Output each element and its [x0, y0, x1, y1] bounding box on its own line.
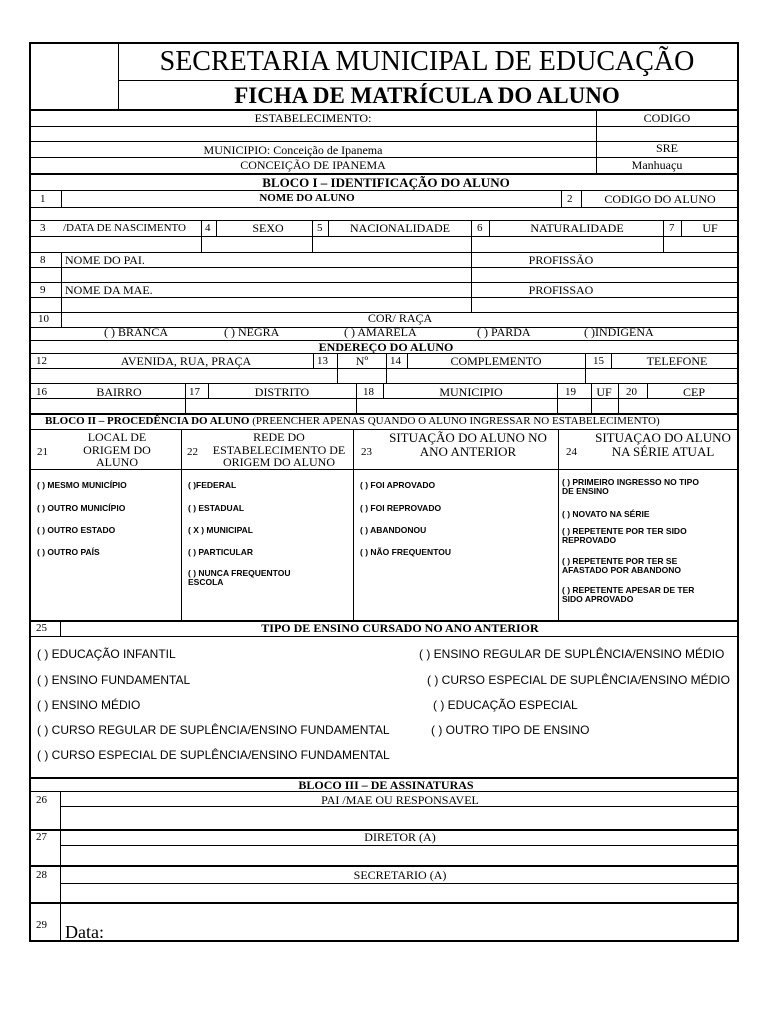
rule: [328, 220, 329, 236]
birth-date-label: /DATA DE NASCIMENTO: [63, 222, 186, 234]
rule: [31, 297, 737, 298]
field-number: 17: [189, 386, 200, 398]
rule: [561, 191, 562, 207]
course-option-regular-supplementary-elementary[interactable]: ( ) CURSO REGULAR DE SUPLÊNCIA/ENSINO FUNDAMENTAL: [37, 723, 390, 737]
bloco2-title-line: [45, 416, 660, 427]
origin-option-other-city[interactable]: ( ) OUTRO MUNICÍPIO: [37, 503, 126, 513]
district-label: BAIRRO: [96, 385, 142, 399]
field-number: 27: [36, 831, 47, 843]
field-number: 16: [36, 386, 47, 398]
race-option-yellow[interactable]: ( ) AMARELA: [344, 325, 417, 339]
field-number: 8: [40, 254, 46, 266]
complement-label: COMPLEMENTO: [450, 354, 542, 368]
field-number: 14: [390, 355, 401, 367]
rule: [31, 383, 737, 384]
rule: [31, 207, 737, 208]
rule: [383, 383, 384, 398]
course-option-other[interactable]: ( ) OUTRO TIPO DE ENSINO: [431, 723, 590, 737]
rule: [31, 109, 737, 111]
area-label: DISTRITO: [254, 385, 310, 399]
rule: [181, 429, 182, 620]
field-number: 19: [565, 386, 576, 398]
course-option-high-school[interactable]: ( ) ENSINO MÉDIO: [37, 698, 141, 712]
field-number: 21: [37, 446, 48, 458]
student-code-label: CODIGO DO ALUNO: [604, 192, 716, 206]
network-option-state[interactable]: ( ) ESTADUAL: [188, 503, 245, 513]
field-number: 9: [40, 284, 46, 296]
rule: [31, 141, 737, 142]
rule: [60, 845, 737, 846]
rule: [118, 80, 737, 81]
bloco3-title: BLOCO III – DE ASSINATURAS: [298, 778, 474, 792]
origin-option-same-city[interactable]: ( ) MESMO MUNICÍPIO: [37, 480, 127, 490]
establishment-label: ESTABELECIMENTO:: [254, 111, 372, 125]
field-number: 5: [317, 222, 323, 234]
rule: [489, 220, 490, 236]
rule: [31, 469, 737, 470]
race-option-brown[interactable]: ( ) PARDA: [477, 325, 531, 339]
student-name-label: NOME DO ALUNO: [259, 192, 355, 204]
rule: [353, 429, 354, 620]
nationality-label: NACIONALIDADE: [350, 221, 450, 235]
rule: [60, 621, 61, 636]
network-column-header: REDE DO ESTABELECIMENTO DE ORIGEM DO ALUNO: [212, 430, 346, 470]
field-number: 3: [40, 222, 46, 234]
rule: [31, 236, 737, 237]
rule: [31, 267, 737, 268]
father-profession-label: PROFISSÃO: [528, 253, 594, 267]
naturality-label: NATURALIDADE: [530, 221, 624, 235]
rule: [216, 220, 217, 236]
field-number: 12: [36, 355, 47, 367]
origin-column-header: LOCAL DE ORIGEM DO ALUNO: [83, 430, 151, 470]
mother-profession-label: PROFISSAO: [528, 283, 594, 297]
field-number: 25: [36, 622, 47, 634]
rule: [61, 312, 62, 327]
field-number: 29: [36, 919, 47, 931]
field-number: 10: [38, 313, 49, 325]
number-label: Nº: [355, 354, 369, 368]
course-option-early-childhood[interactable]: ( ) EDUCAÇÃO INFANTIL: [37, 647, 176, 661]
form-title: FICHA DE MATRÍCULA DO ALUNO: [234, 83, 620, 108]
city-field: CONCEIÇÃO DE IPANEMA: [240, 158, 386, 172]
field-number: 2: [567, 193, 573, 205]
network-option-federal[interactable]: ( )FEDERAL: [188, 480, 237, 490]
sex-label: SEXO: [252, 221, 284, 235]
current-option-repeat-abandon[interactable]: ( ) REPETENTE POR TER SE AFASTADO POR ABANDONO: [562, 556, 681, 575]
field-number: 23: [361, 446, 372, 458]
rule: [611, 353, 612, 368]
field-number: 7: [669, 222, 675, 234]
current-option-first-entry[interactable]: ( ) PRIMEIRO INGRESSO NO TIPO DE ENSINO: [562, 477, 699, 496]
current-option-repeat-approved[interactable]: ( ) REPETENTE APESAR DE TER SIDO APROVADO: [562, 585, 695, 604]
street-label: AVENIDA, RUA, PRAÇA: [120, 354, 252, 368]
rule: [31, 636, 737, 637]
rule: [208, 383, 209, 398]
race-label: COR/ RAÇA: [367, 311, 433, 325]
rule: [31, 865, 737, 867]
network-option-municipal[interactable]: ( X ) MUNICIPAL: [188, 525, 254, 535]
rule: [60, 806, 737, 807]
field-number: 18: [363, 386, 374, 398]
previous-option-failed[interactable]: ( ) FOI REPROVADO: [360, 503, 442, 513]
uf2-label: UF: [596, 385, 612, 399]
uf-label: UF: [702, 221, 718, 235]
network-option-never-attended[interactable]: ( ) NUNCA FREQUENTOU ESCOLA: [188, 568, 291, 587]
current-option-repeat-failed[interactable]: ( ) REPETENTE POR TER SIDO REPROVADO: [562, 526, 687, 545]
previous-option-not-attended[interactable]: ( ) NÃO FREQUENTOU: [360, 547, 451, 557]
page-title: SECRETARIA MUNICIPAL DE EDUCAÇÃO: [159, 46, 695, 77]
field-number: 20: [626, 386, 637, 398]
rule: [60, 883, 737, 884]
rule: [647, 383, 648, 398]
rule: [31, 368, 737, 369]
rule: [681, 220, 682, 236]
rule: [407, 353, 408, 368]
cep-label: CEP: [682, 385, 706, 399]
previous-option-approved[interactable]: ( ) FOI APROVADO: [360, 480, 436, 490]
school-code-label: CODIGO: [643, 111, 691, 125]
field-number: 13: [317, 355, 328, 367]
logo-box-divider: [118, 44, 119, 110]
date-label: Data:: [65, 922, 104, 942]
origin-option-other-state[interactable]: ( ) OUTRO ESTADO: [37, 525, 116, 535]
municipality-field: MUNICIPIO: Conceição de Ipanema: [203, 143, 383, 157]
previous-option-dropped[interactable]: ( ) ABANDONOU: [360, 525, 427, 535]
current-option-newcomer[interactable]: ( ) NOVATO NA SÉRIE: [562, 509, 650, 519]
guardian-signature-label: PAI /MAE OU RESPONSAVEL: [321, 793, 479, 807]
field-number: 6: [477, 222, 483, 234]
sre-value: Manhuaçu: [631, 158, 683, 172]
course-option-special-supplementary-elementary[interactable]: ( ) CURSO ESPECIAL DE SUPLÊNCIA/ENSINO FUNDAMENTAL: [37, 748, 390, 762]
rule: [61, 191, 62, 207]
enrollment-form: [29, 42, 739, 942]
course-option-special-supplementary-high[interactable]: ( ) CURSO ESPECIAL DE SUPLÊNCIA/ENSINO MÉDIO: [427, 673, 730, 687]
bloco2-title: BLOCO II – PROCEDÊNCIA DO ALUNO: [45, 415, 250, 427]
origin-option-other-country[interactable]: ( ) OUTRO PAÍS: [37, 547, 100, 557]
city-label: MUNICIPIO: [439, 385, 503, 399]
course-option-elementary[interactable]: ( ) ENSINO FUNDAMENTAL: [37, 673, 191, 687]
race-option-indigenous[interactable]: ( )INDIGENA: [584, 325, 654, 339]
director-signature-label: DIRETOR (A): [364, 830, 436, 844]
field-number: 28: [36, 869, 47, 881]
rule: [31, 190, 737, 191]
race-option-black[interactable]: ( ) NEGRA: [224, 325, 280, 339]
rule: [31, 791, 737, 792]
field-number: 4: [205, 222, 211, 234]
mother-name-label: NOME DA MAE.: [65, 283, 153, 297]
rule: [31, 126, 737, 127]
sre-label: SRE: [655, 141, 679, 155]
field-number: 1: [40, 193, 46, 205]
field-number: 24: [566, 446, 577, 458]
father-name-label: NOME DO PAI.: [65, 253, 145, 267]
field-number: 26: [36, 794, 47, 806]
field-number: 15: [593, 355, 604, 367]
course-type-title: TIPO DE ENSINO CURSADO NO ANO ANTERIOR: [261, 621, 539, 635]
rule: [313, 353, 314, 368]
race-option-white[interactable]: ( ) BRANCA: [104, 325, 169, 339]
previous-year-column-header: SITUAÇÃO DO ALUNO NO ANO ANTERIOR: [389, 430, 547, 459]
rule: [581, 191, 582, 207]
field-number: 22: [187, 446, 198, 458]
rule: [31, 398, 737, 399]
address-title: ENDEREÇO DO ALUNO: [318, 340, 454, 354]
phone-label: TELEFONE: [646, 354, 708, 368]
bloco2-note: (PREENCHER APENAS QUANDO O ALUNO INGRESSAR NO ESTABELECIMENTO): [252, 415, 660, 427]
secretary-signature-label: SECRETARIO (A): [353, 868, 447, 882]
rule: [31, 902, 737, 904]
bloco1-title: BLOCO I – IDENTIFICAÇÃO DO ALUNO: [262, 175, 510, 190]
current-grade-column-header: SITUAÇAO DO ALUNO NA SÉRIE ATUAL: [595, 430, 731, 459]
course-option-regular-supplementary-high[interactable]: ( ) ENSINO REGULAR DE SUPLÊNCIA/ENSINO MÉDIO: [419, 647, 725, 661]
course-option-special-education[interactable]: ( ) EDUCAÇÃO ESPECIAL: [433, 698, 578, 712]
rule: [558, 429, 559, 620]
network-option-private[interactable]: ( ) PARTICULAR: [188, 547, 253, 557]
